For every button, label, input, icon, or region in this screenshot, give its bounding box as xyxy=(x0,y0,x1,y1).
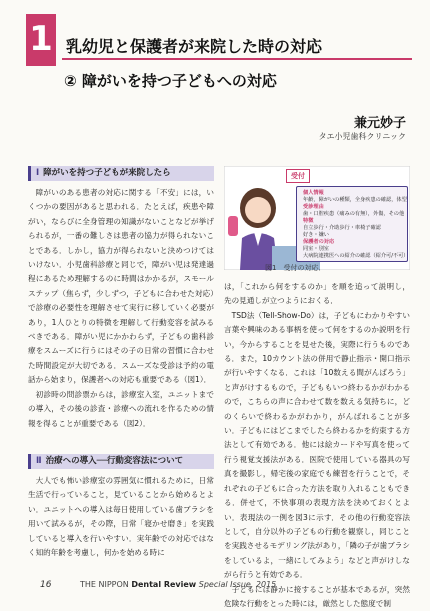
section-roman-2: Ⅱ xyxy=(36,456,42,466)
section-1-body xyxy=(28,186,214,431)
paragraph: 大人でも怖い診療室の雰囲気に慣れるために，日常生活で行っていること，見ていることから始めるとよい．ユニットへの導入は毎日使用している歯ブラシを用いて試みるが，その際，日常「寝かせ磨き」を実践していると導入を行いやすい．実年齢での対応ではなく知的年齢を考慮し，何かを始める時に xyxy=(28,476,214,558)
page-number: 16 xyxy=(40,580,52,590)
author-name: 兼元妙子 xyxy=(353,116,406,131)
paragraph: 初診時の問診票からは，診療室入室，ユニットまでの導入，その後の診査・診療への流れを作るための情報を得ることが重要である（図2）． xyxy=(28,389,214,428)
flow-item: 受診理由 xyxy=(303,204,324,210)
flow-item: 特徴 xyxy=(303,218,314,224)
flow-item: 年齢，障がいの種類，全身疾患の確認，体型 xyxy=(303,197,407,203)
reception-tag: 受付 xyxy=(286,169,310,183)
journal-title: Dental Review xyxy=(131,580,197,589)
paragraph: 障がいのある患者の対応に関する「不安」には，いくつかの要因があると思われる．たとえば，疾患や障がい，ならびに全身管理の知識がないことなどが挙げられるが，一番の難しさは患者の協力が得られないことである．しかし，協力が得られないと決めつけてはいけない．小児歯科診療と同じで，障がい児は発達過程にあるため理解するのに時間はかかるが，スモールステップ（焦らず，少しずつ，子どもに合わせた対応）で診療の必要性を理解させて実行に移していく必要があり，1人ひとりの特徴を理解して行動変容を試みるべきである．障がい児にかかわらず，子どもの歯科診療をスムーズに行うにはその子の日常の習慣に合わせた時間設定が大切である．スムーズな受診は予約の電話から始まり，保護者への対応も重要である（図1）． xyxy=(28,188,214,385)
right-column-body xyxy=(224,280,410,611)
flow-item: 自立歩行・介助歩行・車椅子確認 xyxy=(303,225,381,231)
flow-item: 歯・口腔疾患（痛みの有無），外傷，その他 xyxy=(303,211,405,217)
flow-item: 個人情報 xyxy=(303,190,324,196)
paragraph: は，「これから何をするのか」を順を追って説明し，先の見通しが立つようにおくる． xyxy=(224,282,410,306)
flow-item: 保護者の対応 xyxy=(303,239,335,245)
journal-issue: Special Issue, 2015 xyxy=(198,580,277,589)
header-rule xyxy=(62,58,412,60)
flow-item: 同室・別室 xyxy=(303,246,329,252)
page-footer xyxy=(0,572,430,600)
section-heading-1 xyxy=(28,166,214,181)
paragraph: 子どもには静かに接することが基本であるが，突然危険な行動をとった時には，厳然とした態度で制 xyxy=(224,584,410,608)
chapter-title: 乳幼児と保護者が来院した時の対応 xyxy=(66,37,323,56)
paragraph: TSD法（Tell-Show-Do）は，子どもにわかりやすい言葉や興味のある事柄を使って何をするのか説明を行い，今からすることを見せた後，実際に行うものである．また，10カウント法の併用で静止指示・開口指示が行いやすくなる．これは「10数える間がんばろう」と声がけするもので，子どももいつ終わるかがわかるので，こちらの声に合わせて数を数える気持ちに，どのくらいで終わるかがわかり，がんばれることが多い．子どもにはどこまでしたら終わるかを約束する方法として有効である．他には絵カードや写真を使って行う視覚支援法がある．医院で使用している器具の写真を撮影し，帰宅後の家庭でも練習を行うことで，それぞれの子どもに合った方法を取り入れることもできる．併せて，不快事項の表現方法を決めておくとよい．表現法の一例を図3に示す．その他の行動変容法として，自分以外の子どもの行動を観察し，同じことを実践させるモデリング法があり，「隣の子が歯ブラシをしているよ，一緒にしてみよう」などと声がけしながら行うと有効である． xyxy=(224,310,410,580)
figure-caption: 図1 受付の対応． xyxy=(265,264,326,272)
article-title: ② 障がいを持つ子どもへの対応 xyxy=(64,72,277,90)
section-title-1: 障がいを持つ子どもが来院したら xyxy=(43,168,171,178)
flow-item: 大病院連携医への紹介の確認（紹介可/不可） xyxy=(303,253,409,259)
chapter-number: 1 xyxy=(29,19,53,59)
journal-name xyxy=(80,580,276,589)
author-affiliation: タエ小児歯科クリニック xyxy=(318,132,406,141)
section-2-body xyxy=(28,474,214,560)
section-title-2: 治療への導入──行動変容法について xyxy=(45,456,184,466)
section-heading-2 xyxy=(28,454,214,469)
journal-prefix: THE NIPPON xyxy=(80,580,129,589)
section-roman-1: Ⅰ xyxy=(36,168,40,178)
flow-item: 好き・嫌い xyxy=(303,232,329,238)
chapter-header xyxy=(0,0,430,104)
